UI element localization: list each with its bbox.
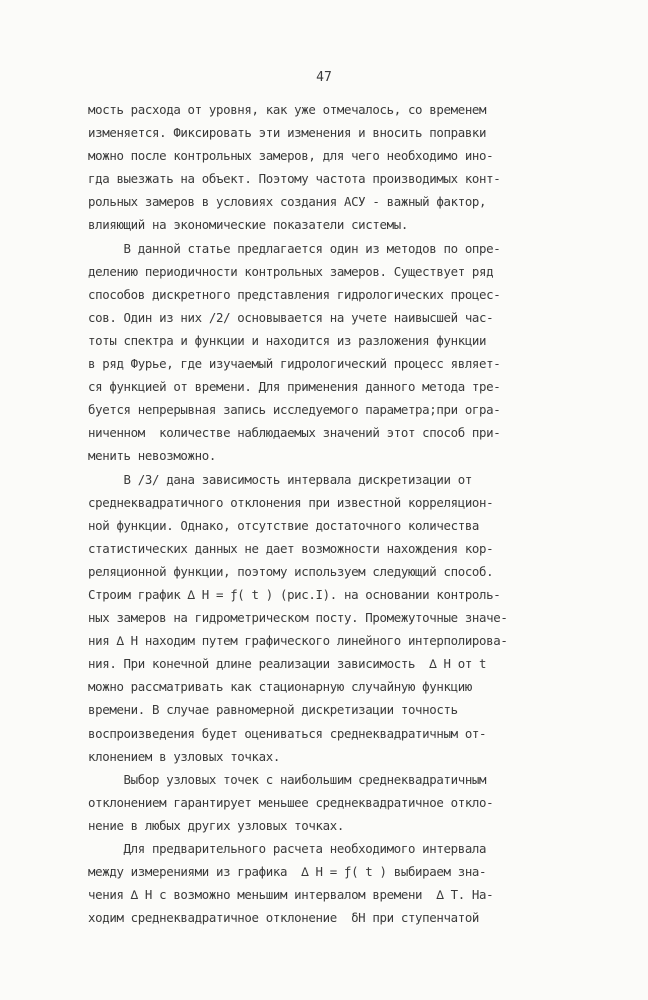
text-line: В данной статье предлагается один из методов по опре-: [88, 240, 501, 256]
text-line: ных замеров на гидрометрическом посту. Промежуточные значе-: [88, 610, 508, 626]
text-line: тоты спектра и функции и находится из разложения функции: [88, 332, 487, 348]
text-line: Выбор узловых точек с наибольшим среднеквадратичным: [88, 771, 487, 787]
text-line: в ряд Фурье, где изучаемый гидрологический процесс являет-: [88, 356, 501, 372]
text-line: сов. Один из них /2/ основывается на учете наивысшей час-: [88, 309, 494, 325]
text-line: ния. При конечной длине реализации зависимость ∆ H от t: [88, 656, 487, 672]
text-line: Для предварительного расчета необходимого интервала: [88, 841, 487, 856]
text-line: воспроизведения будет оцениваться среднеквадратичным от-: [88, 725, 487, 741]
body-text: [88, 98, 558, 929]
text-line: ния ∆ H находим путем графического линейного интерполирова-: [88, 633, 508, 649]
text-line: В /3/ дана зависимость интервала дискретизации от: [88, 471, 472, 487]
text-line: можно рассматривать как стационарную случайную функцию: [88, 679, 472, 695]
text-line: статистических данных не дает возможности нахождения кор-: [88, 540, 494, 556]
text-line: клонением в узловых точках.: [88, 748, 280, 764]
text-line: ся функцией от времени. Для применения данного метода тре-: [88, 379, 501, 395]
text-line: гда выезжать на объект. Поэтому частота производимых конт-: [88, 171, 501, 187]
text-line: влияющий на экономические показатели системы.: [88, 217, 408, 233]
text-line: Строим график ∆ H = ƒ( t ) (рис.I). на основании контроль-: [88, 586, 501, 602]
page-number: 47: [316, 70, 332, 85]
text-line: ной функции. Однако, отсутствие достаточного количества: [88, 517, 480, 533]
text-line: буется непрерывная запись исследуемого параметра;при огра-: [88, 402, 501, 418]
text-line: между измерениями из графика ∆ H = ƒ( t ) выбираем зна-: [88, 864, 487, 880]
text-line: ходим среднеквадратичное отклонение δH при ступенчатой: [88, 910, 480, 926]
text-line: времени. В случае равномерной дискретизации точность: [88, 702, 458, 718]
text-line: отклонением гарантирует меньшее среднеквадратичное откло-: [88, 794, 494, 810]
text-line: ниченном количестве наблюдаемых значений этот способ при-: [88, 425, 501, 441]
text-line: делению периодичности контрольных замеров. Существует ряд: [88, 263, 494, 279]
text-line: мость расхода от уровня, как уже отмечалось, со временем: [88, 102, 487, 117]
text-line: чения ∆ H с возможно меньшим интервалом времени ∆ T. На-: [88, 887, 494, 903]
text-line: рольных замеров в условиях создания АСУ - важный фактор,: [88, 194, 487, 210]
text-line: можно после контрольных замеров, для чего необходимо ино-: [88, 148, 494, 164]
text-line: нение в любых других узловых точках.: [88, 817, 344, 833]
text-line: реляционной функции, поэтому используем следующий способ.: [88, 563, 494, 579]
text-line: менить невозможно.: [88, 448, 216, 464]
text-line: среднеквадратичного отклонения при известной корреляцион-: [88, 494, 494, 510]
text-line: способов дискретного представления гидрологических процес-: [88, 286, 501, 302]
text-line: изменяется. Фиксировать эти изменения и вносить поправки: [88, 125, 487, 141]
